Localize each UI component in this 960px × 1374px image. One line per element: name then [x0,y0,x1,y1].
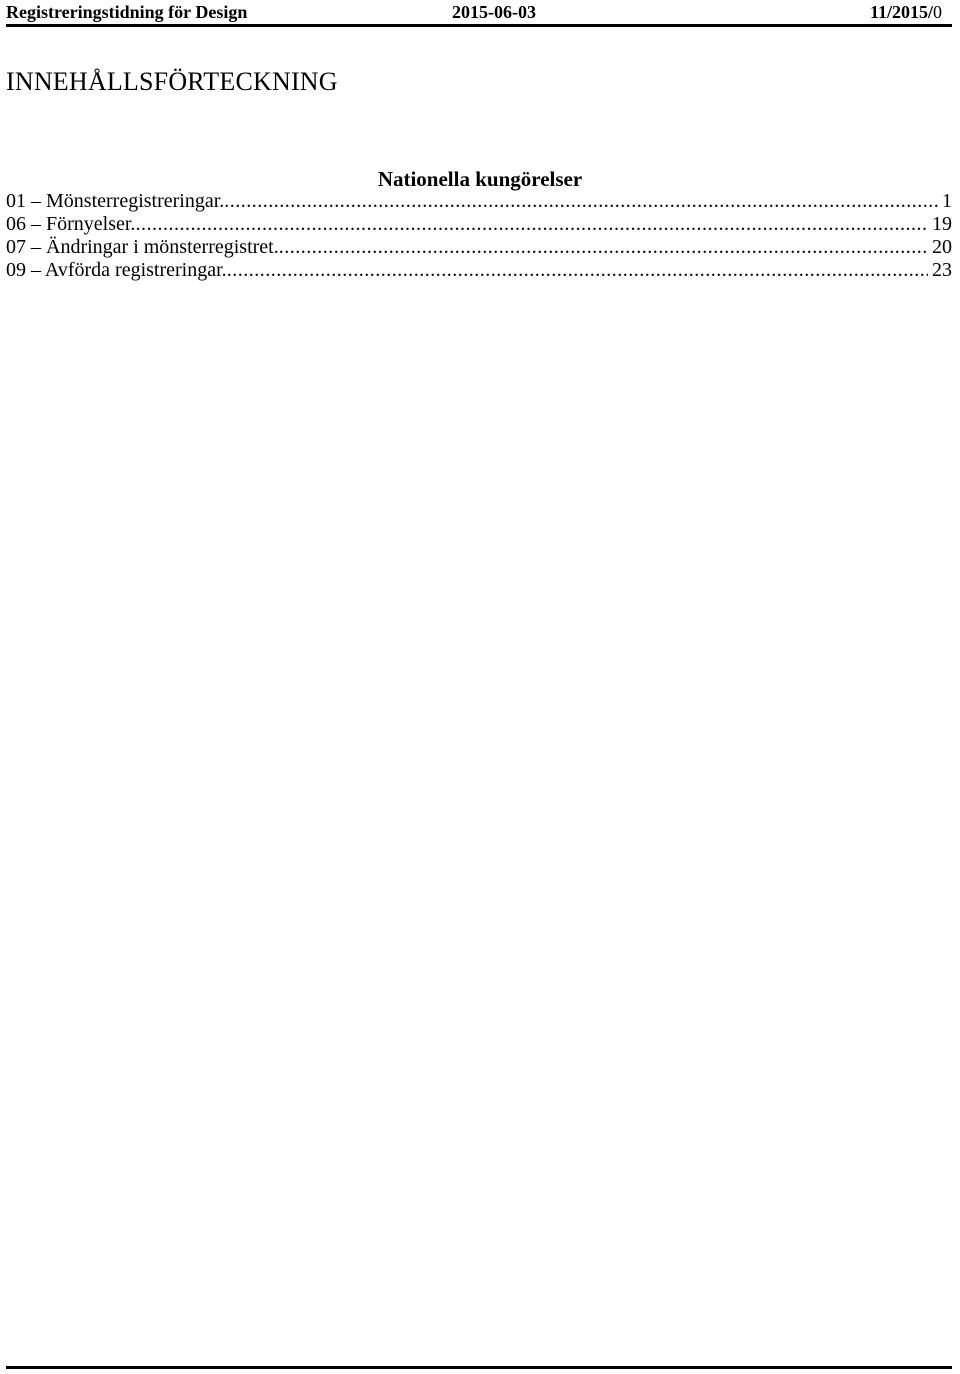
document-title: INNEHÅLLSFÖRTECKNING [6,67,338,96]
toc-entry[interactable] [6,190,952,213]
issue-number [870,2,942,22]
toc-entry-label: 06 – Förnyelser. [6,213,136,235]
toc-entry[interactable] [6,213,952,236]
section-title: Nationella kungörelser [377,167,583,191]
toc-entry-page: 20 [932,236,952,258]
toc-entry-page: 19 [932,213,952,235]
issue-number-main: 11/2015/ [869,2,933,22]
toc-leader-dots [279,236,928,259]
toc-leader-dots [224,190,938,213]
toc-leader-dots [227,259,928,282]
toc-entry-page: 1 [942,190,952,212]
toc-entry[interactable] [6,236,952,259]
toc-leader-dots [135,213,928,236]
toc-entry-label: 07 – Ändringar i mönsterregistret. [6,236,279,258]
footer-divider [6,1366,952,1369]
publication-name: Registreringstidning för Design [6,2,248,22]
toc-entry-label: 01 – Mönsterregistreringar. [6,190,225,212]
issue-number-suffix: 0 [933,2,942,22]
toc-entry-label: 09 – Avförda registreringar. [6,259,227,281]
toc-entry-page: 23 [932,259,952,281]
page-header [6,0,952,27]
table-of-contents [6,190,952,282]
toc-entry[interactable] [6,259,952,282]
publication-date: 2015-06-03 [452,2,536,22]
